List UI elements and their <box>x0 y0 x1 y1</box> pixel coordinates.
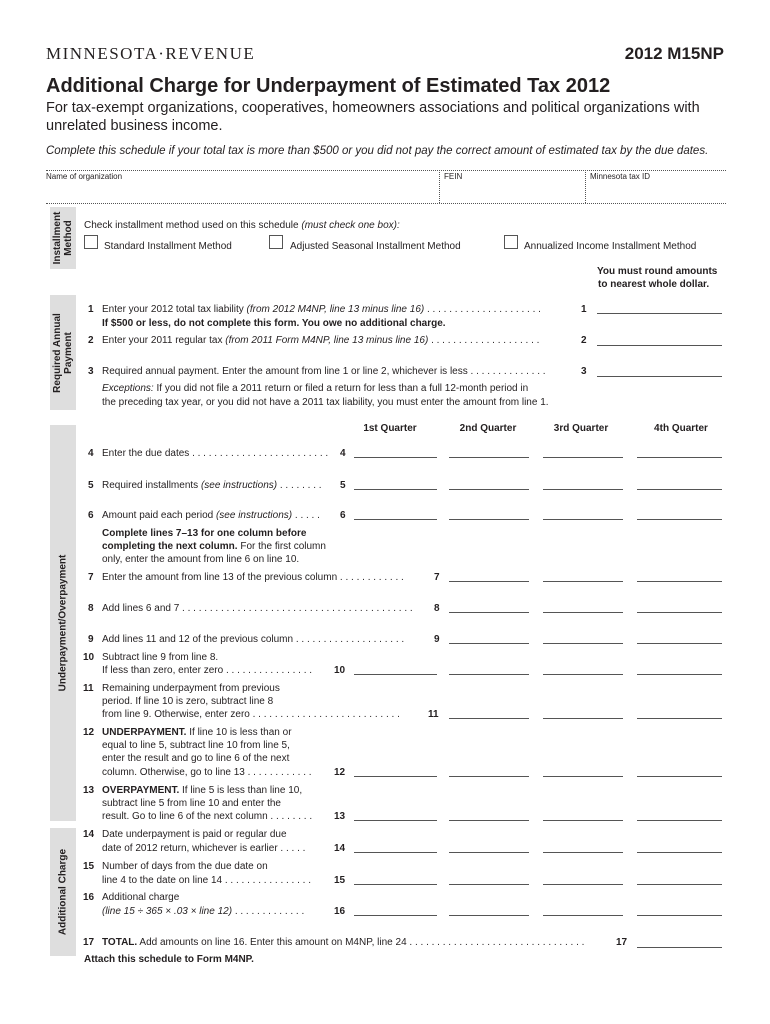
line-number: 8 <box>434 603 440 614</box>
line-number: 7 <box>434 572 440 583</box>
line-number: 12 <box>334 767 346 778</box>
line-number: 11 <box>428 709 439 720</box>
line-11-text: from line 9. Otherwise, enter zero . . . . . . . . . . . . . . . . . . . . . . . . . . . <box>102 709 400 720</box>
line-15-q3-input[interactable] <box>543 884 623 885</box>
line-number: 13 <box>83 785 95 796</box>
line-number: 10 <box>334 665 346 676</box>
line-1-text: Enter your 2012 total tax liability (from 2012 M4NP, line 13 minus line 16) . . . . . . . . . . . . . . . . . . . . . <box>102 304 541 315</box>
section-underpayment-overpayment: Underpayment/Overpayment <box>50 425 76 821</box>
line-16-q2-input[interactable] <box>449 915 529 916</box>
line-12-text: column. Otherwise, go to line 13 . . . . . . . . . . . . <box>102 767 312 778</box>
round-note: You must round amounts <box>597 266 718 277</box>
line-9-q4-input[interactable] <box>637 643 722 644</box>
line-10-q4-input[interactable] <box>637 674 722 675</box>
line-9-text: Add lines 11 and 12 of the previous column . . . . . . . . . . . . . . . . . . . . <box>102 634 405 645</box>
section-required-annual-payment: Required Annual Payment <box>50 295 76 410</box>
line-13-q4-input[interactable] <box>637 820 722 821</box>
line-6-q4-input[interactable] <box>637 519 722 520</box>
subtitle: For tax-exempt organizations, cooperatives, homeowners associations and political organizations with unrelated business income. <box>46 100 700 134</box>
line-4-q4-input[interactable] <box>637 457 722 458</box>
line-3-text: Required annual payment. Enter the amount from line 1 or line 2, whichever is less . . . . . . . . . . . . . . <box>102 366 546 377</box>
line-number: 17 <box>616 937 628 948</box>
field-row-top-rule <box>46 170 726 171</box>
line-7-text: Enter the amount from line 13 of the previous column . . . . . . . . . . . . <box>102 572 404 583</box>
quarter-header: 1st Quarter <box>363 423 417 434</box>
line-number: 2 <box>88 335 94 346</box>
line-11-text: Remaining underpayment from previous <box>102 683 280 694</box>
line-number: 8 <box>88 603 94 614</box>
line-17-input[interactable] <box>637 947 722 948</box>
line-15-q2-input[interactable] <box>449 884 529 885</box>
line-6-q2-input[interactable] <box>449 519 529 520</box>
checkbox-standard[interactable] <box>84 235 98 249</box>
line-number: 4 <box>340 448 346 459</box>
line-15-text: Number of days from the due date on <box>102 861 268 872</box>
line-13-text: OVERPAYMENT. If line 5 is less than line 10, <box>102 785 303 796</box>
checkbox-adjusted-seasonal[interactable] <box>269 235 283 249</box>
quarter-header: 3rd Quarter <box>553 423 609 434</box>
line-4-text: Enter the due dates . . . . . . . . . . . . . . . . . . . . . . . . . <box>102 448 329 459</box>
line-5-text: Required installments (see instructions) . . . . . . . . <box>102 480 322 491</box>
line-9-q3-input[interactable] <box>543 643 623 644</box>
line-6-q1-input[interactable] <box>354 519 437 520</box>
line-13-q2-input[interactable] <box>449 820 529 821</box>
line-number: 15 <box>334 875 346 886</box>
column-note: Complete lines 7–13 for one column before <box>102 528 307 539</box>
line-14-q4-input[interactable] <box>637 852 722 853</box>
line-16-q1-input[interactable] <box>354 915 437 916</box>
line-number: 12 <box>83 727 95 738</box>
line-number: 7 <box>88 572 94 583</box>
checkbox-annualized[interactable] <box>504 235 518 249</box>
line-8-text: Add lines 6 and 7 . . . . . . . . . . . . . . . . . . . . . . . . . . . . . . . . . . . . . . . . . . <box>102 603 413 614</box>
option-annualized-label: Annualized Income Installment Method <box>524 241 697 252</box>
line-number: 4 <box>88 448 94 459</box>
line-3-input[interactable] <box>597 376 722 377</box>
quarter-header: 2nd Quarter <box>459 423 517 434</box>
line-7-q2-input[interactable] <box>449 581 529 582</box>
line-number: 14 <box>334 843 346 854</box>
line-13-q1-input[interactable] <box>354 820 437 821</box>
line-number: 3 <box>581 366 587 377</box>
line-11-q3-input[interactable] <box>543 718 623 719</box>
line-16-text: (line 15 ÷ 365 × .03 × line 12) . . . . . . . . . . . . . <box>102 906 305 917</box>
line-17-text: TOTAL. Add amounts on line 16. Enter this amount on M4NP, line 24 . . . . . . . . . . . . . . . . . . . . . . . . . . . . . . . . <box>102 937 585 948</box>
line-2-input[interactable] <box>597 345 722 346</box>
line-14-text: date of 2012 return, whichever is earlier . . . . . <box>102 843 306 854</box>
line-4-q1-input[interactable] <box>354 457 437 458</box>
line-number: 10 <box>83 652 95 663</box>
line-10-q1-input[interactable] <box>354 674 437 675</box>
line-number: 16 <box>83 892 95 903</box>
line-10-text: If less than zero, enter zero . . . . . . . . . . . . . . . . <box>102 665 313 676</box>
line-5-q4-input[interactable] <box>637 489 722 490</box>
line-12-text: enter the result and go to line 6 of the next <box>102 753 290 764</box>
line-number: 9 <box>88 634 94 645</box>
line-14-q3-input[interactable] <box>543 852 623 853</box>
line-11-q4-input[interactable] <box>637 718 722 719</box>
section-additional-charge: Additional Charge <box>50 828 76 956</box>
column-note: only, enter the amount from line 6 on line 10. <box>102 554 300 565</box>
line-6-q3-input[interactable] <box>543 519 623 520</box>
option-standard-label: Standard Installment Method <box>104 241 232 252</box>
line-5-q3-input[interactable] <box>543 489 623 490</box>
line-8-q3-input[interactable] <box>543 612 623 613</box>
line-6-text: Amount paid each period (see instructions) . . . . . <box>102 510 320 521</box>
page-title: Additional Charge for Underpayment of Estimated Tax 2012 <box>46 75 611 97</box>
line-16-q3-input[interactable] <box>543 915 623 916</box>
line-number: 2 <box>581 335 587 346</box>
line-14-q1-input[interactable] <box>354 852 437 853</box>
round-note: to nearest whole dollar. <box>598 279 710 290</box>
line-1-note: If $500 or less, do not complete this form. You owe no additional charge. <box>102 318 446 329</box>
fein-field[interactable] <box>442 182 582 202</box>
attach-note: Attach this schedule to Form M4NP. <box>84 954 254 965</box>
line-number: 5 <box>88 480 94 491</box>
column-note: completing the next column. For the first column <box>102 541 326 552</box>
line-12-text: UNDERPAYMENT. If line 10 is less than or <box>102 727 292 738</box>
line-16-text: Additional charge <box>102 892 180 903</box>
line-12-q2-input[interactable] <box>449 776 529 777</box>
section-installment-method: Installment Method <box>50 207 76 269</box>
line-4-q2-input[interactable] <box>449 457 529 458</box>
line-number: 13 <box>334 811 346 822</box>
mn-tax-id-label: Minnesota tax ID <box>590 172 651 181</box>
line-16-q4-input[interactable] <box>637 915 722 916</box>
line-14-q2-input[interactable] <box>449 852 529 853</box>
agency-logo: MINNESOTA·REVENUE <box>46 44 256 63</box>
line-1-input[interactable] <box>597 313 722 314</box>
installment-prompt: Check installment method used on this schedule (must check one box): <box>84 220 400 231</box>
line-9-q2-input[interactable] <box>449 643 529 644</box>
field-row-bottom-rule <box>46 203 726 204</box>
line-12-q4-input[interactable] <box>637 776 722 777</box>
line-number: 6 <box>88 510 94 521</box>
line-number: 11 <box>83 683 94 694</box>
line-number: 1 <box>88 304 94 315</box>
intro-instructions: Complete this schedule if your total tax is more than $500 or you did not pay the correct amount of estimated tax by the due dates. <box>46 145 709 157</box>
line-number: 5 <box>340 480 346 491</box>
line-number: 14 <box>83 829 95 840</box>
form-number: 2012 M15NP <box>624 44 724 63</box>
line-10-text: Subtract line 9 from line 8. <box>102 652 219 663</box>
line-14-text: Date underpayment is paid or regular due <box>102 829 287 840</box>
field-divider <box>585 170 586 203</box>
line-5-q1-input[interactable] <box>354 489 437 490</box>
fein-label: FEIN <box>444 172 463 181</box>
line-11-text: period. If line 10 is zero, subtract line 8 <box>102 696 274 707</box>
line-13-q3-input[interactable] <box>543 820 623 821</box>
line-number: 6 <box>340 510 346 521</box>
line-11-q2-input[interactable] <box>449 718 529 719</box>
line-3-exceptions: Exceptions: If you did not file a 2011 return or filed a return for less than a full 12-month period in <box>102 383 529 394</box>
option-adjusted-seasonal-label: Adjusted Seasonal Installment Method <box>290 241 461 252</box>
line-7-q3-input[interactable] <box>543 581 623 582</box>
mn-tax-id-field[interactable] <box>588 182 726 202</box>
line-number: 16 <box>334 906 346 917</box>
line-number: 9 <box>434 634 440 645</box>
org-name-label: Name of organization <box>46 172 123 181</box>
line-10-q2-input[interactable] <box>449 674 529 675</box>
line-2-text: Enter your 2011 regular tax (from 2011 Form M4NP, line 13 minus line 16) . . . . . . . . . . . . . . . . . . . . <box>102 335 540 346</box>
line-number: 1 <box>581 304 587 315</box>
line-15-q1-input[interactable] <box>354 884 437 885</box>
line-8-q2-input[interactable] <box>449 612 529 613</box>
field-divider <box>439 170 440 203</box>
line-3-exceptions-cont: the preceding tax year, or you did not have a 2011 tax liability, you must enter the amount from line 1. <box>102 397 549 408</box>
line-15-text: line 4 to the date on line 14 . . . . . . . . . . . . . . . . <box>102 875 311 886</box>
line-13-text: subtract line 5 from line 10 and enter the <box>102 798 281 809</box>
line-number: 17 <box>83 937 95 948</box>
line-12-q3-input[interactable] <box>543 776 623 777</box>
line-4-q3-input[interactable] <box>543 457 623 458</box>
line-13-text: result. Go to line 6 of the next column . . . . . . . . <box>102 811 313 822</box>
line-12-text: equal to line 5, subtract line 10 from line 5, <box>102 740 290 751</box>
quarter-header: 4th Quarter <box>654 423 708 434</box>
line-8-q4-input[interactable] <box>637 612 722 613</box>
line-5-q2-input[interactable] <box>449 489 529 490</box>
line-10-q3-input[interactable] <box>543 674 623 675</box>
line-number: 3 <box>88 366 94 377</box>
line-15-q4-input[interactable] <box>637 884 722 885</box>
org-name-field[interactable] <box>46 182 436 202</box>
line-number: 15 <box>83 861 95 872</box>
line-7-q4-input[interactable] <box>637 581 722 582</box>
line-12-q1-input[interactable] <box>354 776 437 777</box>
